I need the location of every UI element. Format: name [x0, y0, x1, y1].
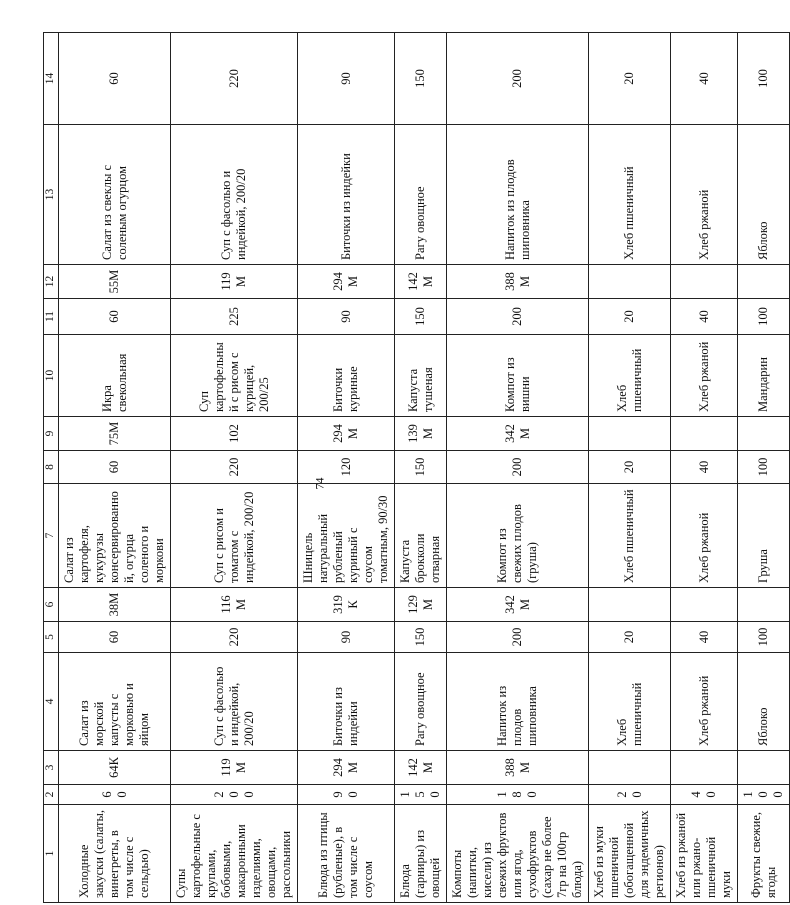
category-cell: Фрукты свежие, ягоды — [738, 805, 790, 903]
dish-cell: Салат из свеклы с соленым огурцом — [59, 125, 171, 265]
recipe-code-cell: 388М — [447, 265, 589, 299]
recipe-code-cell — [671, 265, 738, 299]
column-number: 14 — [44, 33, 59, 125]
dish-cell: Яблоко — [738, 125, 790, 265]
recipe-code-cell: 129М — [395, 588, 447, 622]
dish-cell: Икра свекольная — [59, 335, 171, 417]
dish-cell: Яблоко — [738, 653, 790, 751]
recipe-code-cell: 75М — [59, 417, 171, 451]
category-cell: Супы картофельные с крупами, бобовыми, макаронными изделиями, овощами, рассольники — [171, 805, 298, 903]
portion-cell: 20 — [589, 451, 671, 484]
dish-cell: Хлеб пшеничный — [589, 484, 671, 588]
norm-cell: 180 — [447, 785, 589, 805]
norm-cell: 90 — [298, 785, 395, 805]
dish-cell: Капуста тушеная — [395, 335, 447, 417]
recipe-code-cell: 342М — [447, 417, 589, 451]
portion-cell: 220 — [171, 451, 298, 484]
column-number: 8 — [44, 451, 59, 484]
portion-cell: 200 — [447, 451, 589, 484]
recipe-code-cell — [738, 588, 790, 622]
norm-cell: 60 — [59, 785, 171, 805]
column-number: 11 — [44, 299, 59, 335]
column-number: 12 — [44, 265, 59, 299]
portion-cell: 225 — [171, 299, 298, 335]
column-number: 3 — [44, 751, 59, 785]
column-number: 13 — [44, 125, 59, 265]
recipe-code-cell: 64К — [59, 751, 171, 785]
category-cell: Холодные закуски (салаты, винегреты, в том числе с сельдью) — [59, 805, 171, 903]
recipe-code-cell: 294М — [298, 751, 395, 785]
category-cell: Хлеб из ржаной или ржано-пшеничной муки — [671, 805, 738, 903]
menu-table — [43, 32, 790, 903]
portion-cell: 100 — [738, 622, 790, 653]
portion-cell: 100 — [738, 451, 790, 484]
column-number: 1 — [44, 805, 59, 903]
recipe-code-cell: 55М — [59, 265, 171, 299]
dish-cell: Мандарин — [738, 335, 790, 417]
portion-cell: 200 — [447, 622, 589, 653]
rotated-page — [43, 33, 785, 903]
recipe-code-cell: 388М — [447, 751, 589, 785]
dish-cell: Компот из вишни — [447, 335, 589, 417]
recipe-code-cell: 102 — [171, 417, 298, 451]
recipe-code-cell: 342М — [447, 588, 589, 622]
table-row — [671, 33, 738, 903]
recipe-code-cell — [589, 588, 671, 622]
column-number: 5 — [44, 622, 59, 653]
portion-cell: 60 — [59, 299, 171, 335]
portion-cell: 100 — [738, 33, 790, 125]
column-number: 6 — [44, 588, 59, 622]
portion-cell: 90 — [298, 33, 395, 125]
portion-cell: 40 — [671, 299, 738, 335]
dish-cell: Капуста брокколи отварная — [395, 484, 447, 588]
recipe-code-cell — [738, 751, 790, 785]
recipe-code-cell — [671, 417, 738, 451]
portion-cell: 60 — [59, 33, 171, 125]
dish-cell: Хлеб пшеничный — [589, 335, 671, 417]
recipe-code-cell: 142М — [395, 265, 447, 299]
dish-cell: Суп с фасолью и индейкой, 200/20 — [171, 125, 298, 265]
portion-cell: 150 — [395, 299, 447, 335]
recipe-code-cell: 142М — [395, 751, 447, 785]
portion-cell: 20 — [589, 33, 671, 125]
category-cell: Компоты (напитки, кисели) из свежих фруктов или ягод, сухофруктов (сахар не более 7гр на 100гр блюда) — [447, 805, 589, 903]
portion-cell: 150 — [395, 451, 447, 484]
recipe-code-cell: 38М — [59, 588, 171, 622]
portion-cell: 200 — [447, 33, 589, 125]
recipe-code-cell: 119М — [171, 265, 298, 299]
header-row — [44, 33, 59, 903]
recipe-code-cell: 294М — [298, 417, 395, 451]
portion-cell: 90 — [298, 299, 395, 335]
portion-cell: 90 — [298, 622, 395, 653]
recipe-code-cell: 119М — [171, 751, 298, 785]
table-row — [589, 33, 671, 903]
portion-cell: 100 — [738, 299, 790, 335]
dish-cell: Компот из свежих плодов (груша) — [447, 484, 589, 588]
dish-cell: Рагу овощное — [395, 653, 447, 751]
dish-cell: Суп с рисом и томатом с индейкой, 200/20 — [171, 484, 298, 588]
portion-cell: 220 — [171, 33, 298, 125]
dish-cell: Хлеб ржаной — [671, 484, 738, 588]
dish-cell: Биточки куриные — [298, 335, 395, 417]
dish-cell: Хлеб ржаной — [671, 125, 738, 265]
category-cell: Блюда из птицы (рубленые), в том числе с соусом — [298, 805, 395, 903]
column-number: 10 — [44, 335, 59, 417]
recipe-code-cell — [589, 751, 671, 785]
portion-cell: 40 — [671, 451, 738, 484]
dish-cell: Салат из картофеля, кукурузы консервированной, огурца соленого и моркови — [59, 484, 171, 588]
dish-cell: Напиток из плодов шиповника — [447, 125, 589, 265]
portion-cell: 150 — [395, 622, 447, 653]
dish-cell: Суп картофельный с рисом с курицей, 200/25 — [171, 335, 298, 417]
norm-cell: 40 — [671, 785, 738, 805]
norm-cell: 100 — [738, 785, 790, 805]
recipe-code-cell: 294М — [298, 265, 395, 299]
dish-cell: Рагу овощное — [395, 125, 447, 265]
norm-cell: 150 — [395, 785, 447, 805]
portion-cell: 40 — [671, 33, 738, 125]
column-number: 4 — [44, 653, 59, 751]
recipe-code-cell — [738, 265, 790, 299]
portion-cell: 60 — [59, 622, 171, 653]
dish-cell: Суп с фасолью и индейкой, 200/20 — [171, 653, 298, 751]
dish-cell: Груша — [738, 484, 790, 588]
portion-cell: 200 — [447, 299, 589, 335]
norm-cell: 20 — [589, 785, 671, 805]
dish-cell: Биточки из индейки — [298, 653, 395, 751]
dish-cell: Хлеб ржаной — [671, 335, 738, 417]
recipe-code-cell — [738, 417, 790, 451]
column-number: 7 — [44, 484, 59, 588]
recipe-code-cell — [671, 588, 738, 622]
dish-cell: Хлеб ржаной — [671, 653, 738, 751]
page-number: 74 — [312, 477, 327, 490]
table-row — [395, 33, 447, 903]
category-cell: Блюда (гарниры) из овощей — [395, 805, 447, 903]
recipe-code-cell: 139М — [395, 417, 447, 451]
recipe-code-cell: 116М — [171, 588, 298, 622]
portion-cell: 220 — [171, 622, 298, 653]
category-cell: Хлеб из муки пшеничной (обогащенной для эндемичных регионов) — [589, 805, 671, 903]
recipe-code-cell — [589, 265, 671, 299]
table-row — [298, 33, 395, 903]
portion-cell: 40 — [671, 622, 738, 653]
norm-cell: 200 — [171, 785, 298, 805]
column-number: 9 — [44, 417, 59, 451]
table-row — [738, 33, 790, 903]
table-row — [447, 33, 589, 903]
dish-cell: Хлеб пшеничный — [589, 125, 671, 265]
recipe-code-cell — [671, 751, 738, 785]
portion-cell: 60 — [59, 451, 171, 484]
column-number: 2 — [44, 785, 59, 805]
recipe-code-cell: 319К — [298, 588, 395, 622]
table-row — [171, 33, 298, 903]
dish-cell: Салат из морской капусты с морковью и яйцом — [59, 653, 171, 751]
dish-cell: Хлеб пшеничный — [589, 653, 671, 751]
portion-cell: 120 — [298, 451, 395, 484]
table-row — [59, 33, 171, 903]
portion-cell: 20 — [589, 299, 671, 335]
dish-cell: Шницель натуральный рубленый куриный с соусом томатным, 90/30 — [298, 484, 395, 588]
dish-cell: Напиток из плодов шиповника — [447, 653, 589, 751]
portion-cell: 150 — [395, 33, 447, 125]
dish-cell: Биточки из индейки — [298, 125, 395, 265]
recipe-code-cell — [589, 417, 671, 451]
portion-cell: 20 — [589, 622, 671, 653]
